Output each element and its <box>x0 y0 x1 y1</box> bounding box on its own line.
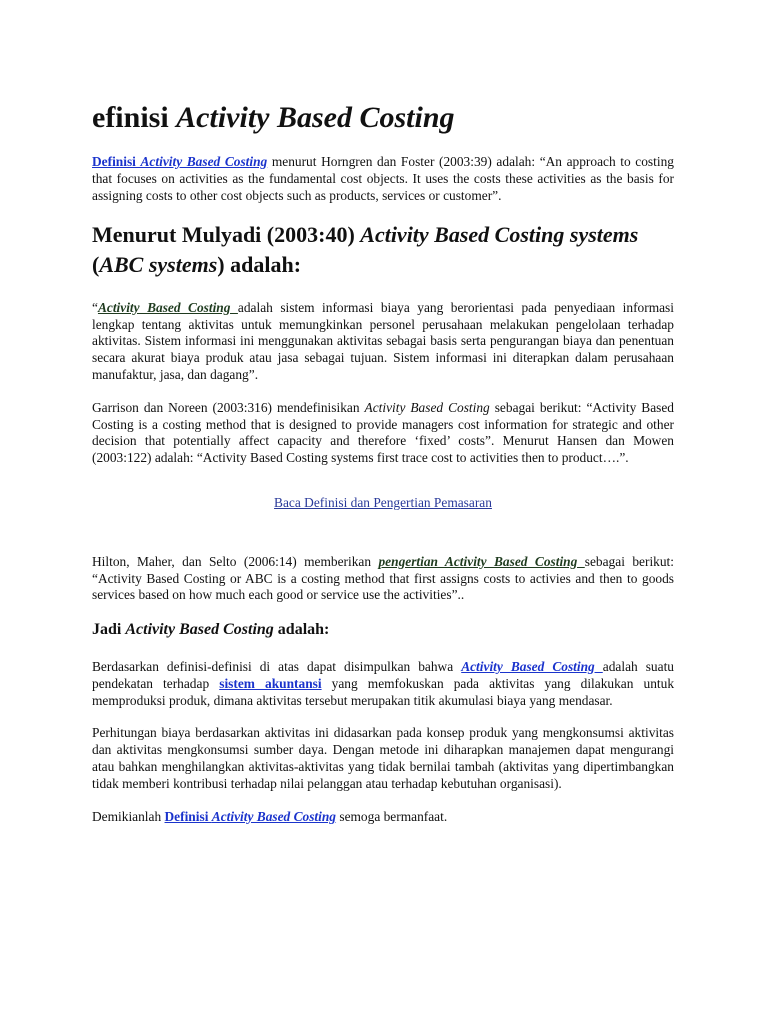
page-title <box>92 100 674 136</box>
definisi-abc-link-closing[interactable] <box>165 809 337 824</box>
paragraph-text: semoga bermanfaat. <box>336 808 448 824</box>
link-text: Definisi <box>92 154 141 169</box>
paragraph-italic: Activity Based Costing <box>364 399 490 415</box>
paragraph-text: yang memfokuskan pada aktivitas yang dilakukan untuk memproduksi produk, dimana aktivitas tersebut merupakan titik akumulasi biaya yang mendasar. <box>92 675 675 708</box>
paragraph-text: Hilton, Maher, dan Selto (2006:14) memberikan <box>92 553 379 569</box>
paragraph-text: Garrison dan Noreen (2003:316) mendefinisikan <box>92 399 365 415</box>
paragraph-mulyadi <box>92 300 674 384</box>
abc-link-conclusion[interactable]: Activity Based Costing <box>461 658 603 674</box>
quote-open: “ <box>92 299 98 315</box>
link-text: Definisi <box>164 808 212 824</box>
section-heading-jadi <box>92 620 674 641</box>
title-italic: Activity Based Costing <box>176 101 455 134</box>
paragraph-horngren <box>92 154 674 204</box>
paragraph-text: Berdasarkan definisi-definisi di atas dapat disimpulkan bahwa <box>92 658 462 674</box>
heading-lead: Jadi <box>92 621 126 639</box>
link-text-italic: Activity Based Costing <box>140 154 268 169</box>
heading-lead: Menurut Mulyadi (2003:40) <box>92 222 361 248</box>
paragraph-hilton <box>92 554 674 604</box>
title-lead: efinisi <box>92 101 177 134</box>
paragraph-text: sebagai berikut: “Activity Based Costing is a costing method that is designed to provide managers cost information for strategic and other decision that potentially affect capacity and therefore ‘fixed’ costs”. Menurut Hansen dan Mowen (2003:122) adalah: “Activity Based Costing systems first trace cost to activities then to product….”. <box>92 399 674 466</box>
abc-link[interactable]: Activity Based Costing <box>97 299 238 315</box>
paragraph-closing <box>92 809 674 826</box>
paragraph-perhitungan: Perhitungan biaya berdasarkan aktivitas ini didasarkan pada konsep produk yang mengkonsumsi aktivitas dan aktivitas mengkonsumsi sumber daya. Dengan metode ini diharapkan manajemen dapat mengurangi atau bahkan menghilangkan aktivitas-aktivitas yang tidak bernilai tambah (aktivitas yang dipertimbangkan tidak memberi kontribusi terhadap nilai pelanggan atau terhadap kebutuhan organisasi). <box>92 725 674 791</box>
baca-definisi-pemasaran-link[interactable]: Baca Definisi dan Pengertian Pemasaran <box>274 494 492 510</box>
paragraph-text: Demikianlah <box>92 808 165 824</box>
paragraph-text: adalah sistem informasi biaya yang berorientasi pada penyediaan informasi lengkap tentang aktivitas untuk memungkinkan personel perusahaan melakukan pengelolaan terhadap aktivitas. Sistem informasi ini menggunakan aktivitas sebagai basis serta pengurangan biaya dan penentuan secara akurat biaya produk atau jasa sebagai tujuan. Sistem informasi ini diterapkan dalam perusahaan manufaktur, jasa, dan dagang”. <box>92 299 674 382</box>
heading-italic: ABC systems <box>99 252 218 278</box>
heading-tail: adalah: <box>273 621 330 639</box>
heading-italic: Activity Based Costing systems <box>360 222 639 248</box>
sistem-akuntansi-link[interactable]: sistem akuntansi <box>219 675 322 691</box>
heading-mid: ( <box>92 252 100 278</box>
definisi-abc-link[interactable] <box>92 154 267 169</box>
pengertian-abc-link[interactable]: pengertian Activity Based Costing <box>378 553 585 569</box>
paragraph-garrison <box>92 400 674 467</box>
baca-line <box>92 495 674 512</box>
section-heading-mulyadi <box>92 220 674 279</box>
heading-tail: ) adalah: <box>217 252 302 278</box>
paragraph-conclusion <box>92 659 674 709</box>
paragraph-text: sebagai berikut: “Activity Based Costing or ABC is a costing method that first assigns costs to activies and then to goods services based on how much each good or service use the activities”.. <box>92 553 674 603</box>
article-body <box>92 100 674 841</box>
link-text-italic: Activity Based Costing <box>211 808 337 824</box>
heading-italic: Activity Based Costing <box>125 621 274 639</box>
paragraph-text: adalah suatu pendekatan terhadap <box>92 658 674 691</box>
paragraph-text: menurut Horngren dan Foster (2003:39) adalah: “An approach to costing that focuses on activities as the fundamental cost objects. It uses the costs these activities as the basis for assigning costs to other cost objects such as products, services or customer”. <box>92 154 674 203</box>
